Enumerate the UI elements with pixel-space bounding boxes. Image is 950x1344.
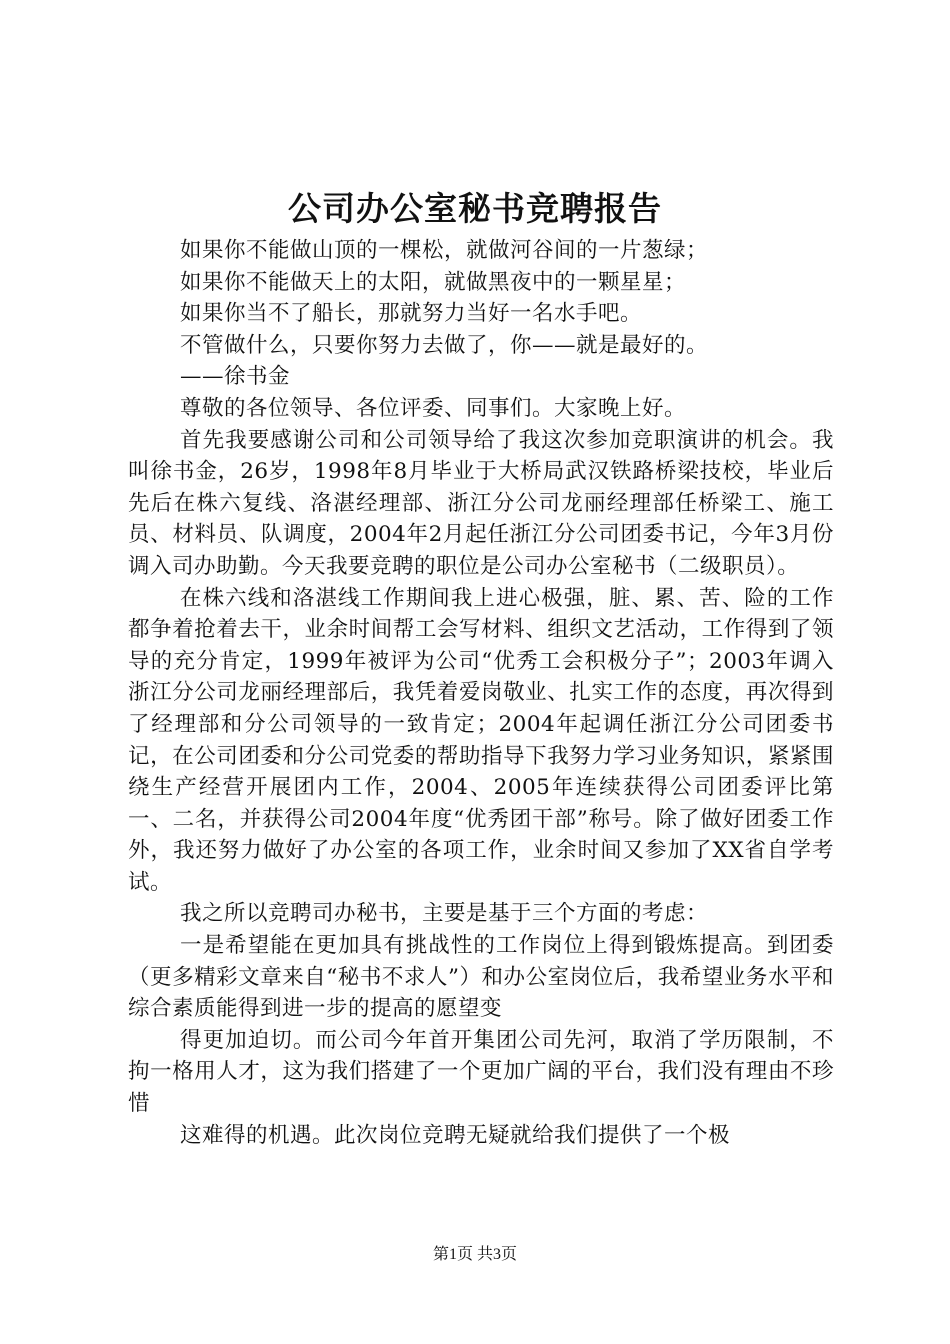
document-body: [128, 235, 834, 1151]
poem-attribution: ——徐书金: [180, 364, 291, 390]
document-title: 公司办公室秘书竞聘报告: [288, 189, 662, 228]
poem-line-4: 不管做什么，只要你努力去做了，你——就是最好的。: [180, 332, 709, 358]
page-footer: 第1页 共3页: [432, 1246, 517, 1263]
paragraph-reason-one: 一是希望能在更加具有挑战性的工作岗位上得到锻炼提高。到团委（更多精彩文章来自“秘书不求人”）和办公室岗位后，我希望业务水平和综合素质能得到进一步的提高的愿望变: [128, 933, 834, 1022]
paragraph-final-line: 这难得的机遇。此次岗位竞聘无疑就给我们提供了一个极: [180, 1122, 731, 1148]
salutation: 尊敬的各位领导、各位评委、同事们。大家晚上好。: [180, 395, 687, 421]
poem-line-2: 如果你不能做天上的太阳，就做黑夜中的一颗星星；: [180, 269, 687, 295]
paragraph-reasons-lead: 我之所以竞聘司办秘书，主要是基于三个方面的考虑：: [180, 901, 709, 927]
poem-line-3: 如果你当不了船长，那就努力当好一名水手吧。: [180, 301, 643, 327]
paragraph-continuation: 得更加迫切。而公司今年首开集团公司先河，取消了学历限制，不拘一格用人才，这为我们搭建了一个更加广阔的平台，我们没有理由不珍惜: [128, 1027, 834, 1117]
paragraph-intro: 首先我要感谢公司和公司领导给了我这次参加竞职演讲的机会。我叫徐书金，26岁，1998年8月毕业于大桥局武汉铁路桥梁技校，毕业后先后在株六复线、洛湛经理部、浙江分公司龙丽经理部任桥梁工、施工员、材料员、队调度，2004年2月起任浙江分公司团委书记，今年3月份调入司办助勤。今天我要竞聘的职位是公司办公室秘书（二级职员）。: [128, 427, 834, 579]
poem-line-1: 如果你不能做山顶的一棵松，就做河谷间的一片葱绿；: [180, 238, 709, 263]
paragraph-experience: 在株六线和洛湛线工作期间我上进心极强，脏、累、苦、险的工作都争着抢着去干，业余时间帮工会写材料、组织文艺活动，工作得到了领导的充分肯定，1999年被评为公司“优秀工会积极分子”；2003年调入浙江分公司龙丽经理部后，我凭着爱岗敬业、扎实工作的态度，再次得到了经理部和分公司领导的一致肯定；2004年起调任浙江分公司团委书记，在公司团委和分公司党委的帮助指导下我努力学习业务知识，紧紧围绕生产经营开展团内工作，2004、2005年连续获得公司团委评比第一、二名，并获得公司2004年度“优秀团干部”称号。除了做好团委工作外，我还努力做好了办公室的各项工作，业余时间又参加了XX省自学考试。: [128, 585, 834, 895]
